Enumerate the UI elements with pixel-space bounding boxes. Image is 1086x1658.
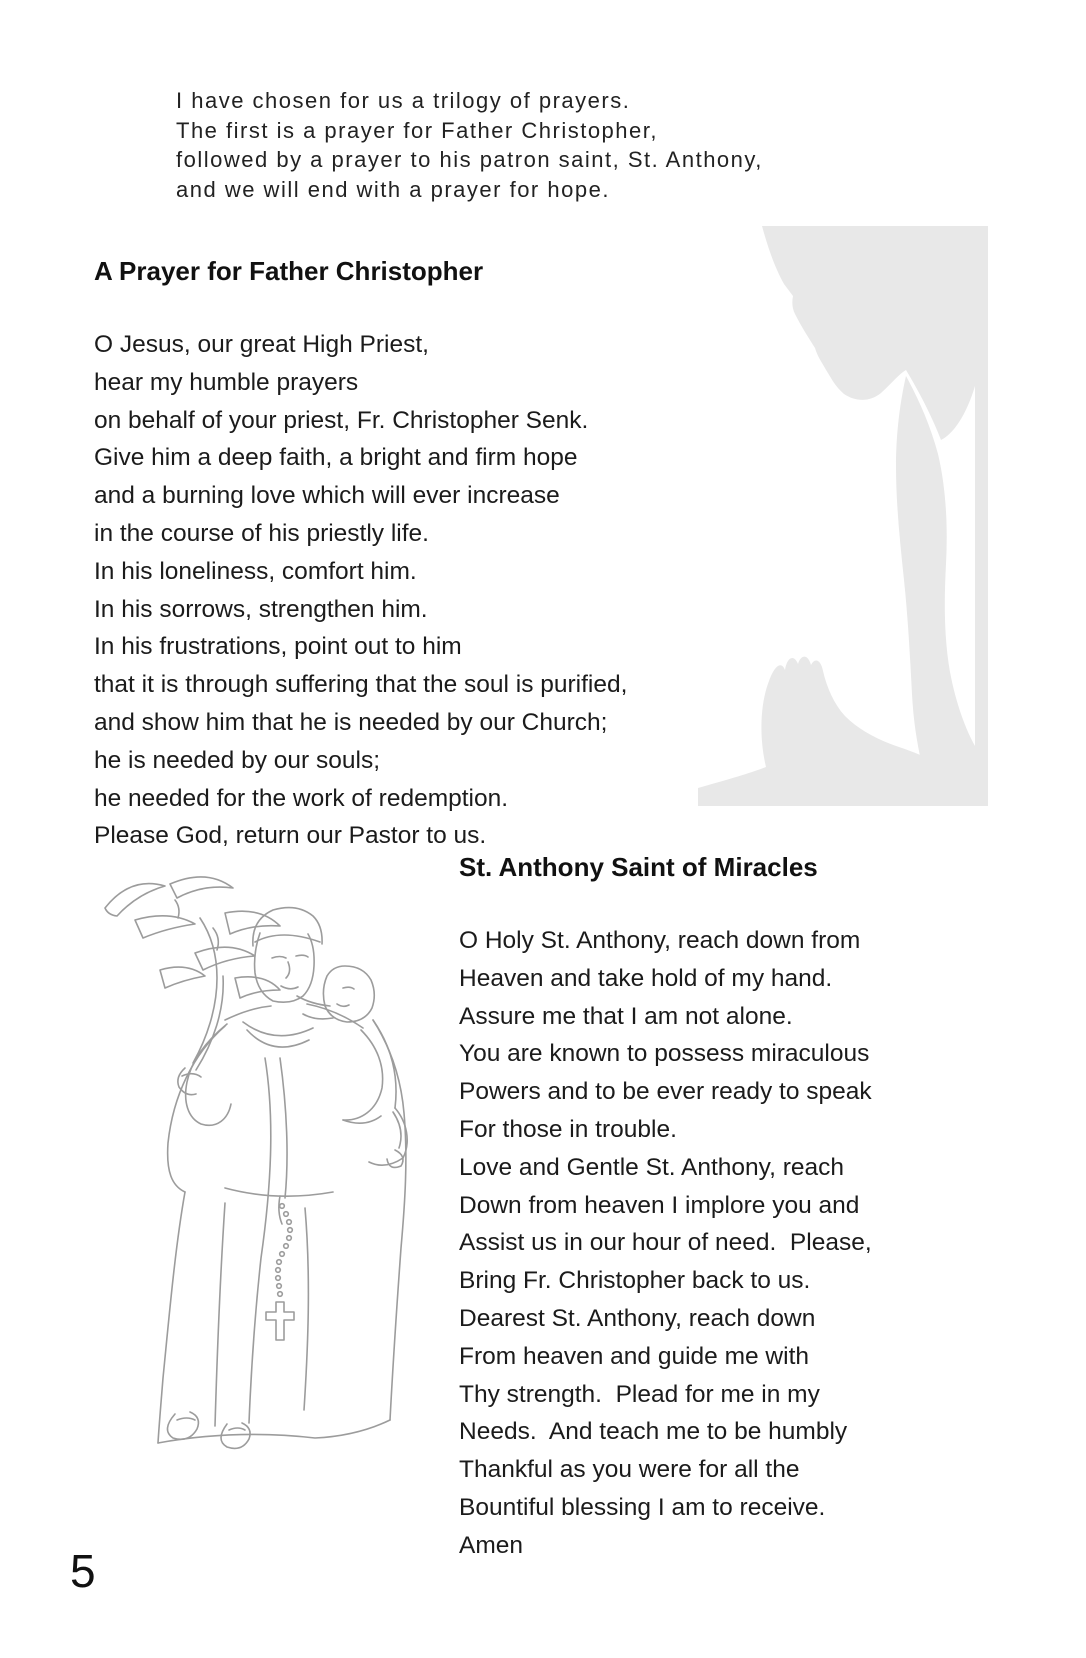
prayer-line: O Jesus, our great High Priest, xyxy=(94,331,429,358)
intro-paragraph xyxy=(176,86,763,204)
prayer-anthony-title: St. Anthony Saint of Miracles xyxy=(459,852,818,882)
prayer-father-lines xyxy=(94,326,627,855)
page-number: 5 xyxy=(70,1545,96,1597)
prayer-line: You are known to possess miraculous xyxy=(459,1040,870,1068)
prayer-st-anthony-section xyxy=(459,812,872,1583)
prayer-line: Give him a deep faith, a bright and firm hope xyxy=(94,444,578,472)
prayer-father-christopher-section xyxy=(94,216,627,873)
prayer-line: In his loneliness, comfort him. xyxy=(94,557,417,585)
prayer-line: Amen xyxy=(459,1531,524,1559)
prayer-line: Bring Fr. Christopher back to us. xyxy=(459,1267,811,1295)
prayer-line: and a burning love which will ever increase xyxy=(94,482,560,510)
intro-line: I have chosen for us a trilogy of prayers. xyxy=(176,88,631,113)
prayer-line: in the course of his priestly life. xyxy=(94,519,429,547)
prayer-line: Bountiful blessing I am to receive. xyxy=(459,1493,826,1521)
prayer-line: Dearest St. Anthony, reach down xyxy=(459,1304,816,1332)
prayer-line: Assure me that I am not alone. xyxy=(459,1002,793,1030)
prayer-line: Powers and to be ever ready to speak xyxy=(459,1078,872,1106)
prayer-line: In his sorrows, strengthen him. xyxy=(94,595,428,623)
prayer-line: Needs. And teach me to be humbly xyxy=(459,1418,848,1446)
st-anthony-line-drawing-svg xyxy=(75,858,445,1453)
prayer-line: From heaven and guide me with xyxy=(459,1342,809,1370)
prayer-line: on behalf of your priest, Fr. Christopher Senk. xyxy=(94,406,589,434)
prayer-line: In his frustrations, point out to him xyxy=(94,633,462,661)
prayer-line: Assist us in our hour of need. Please, xyxy=(459,1229,872,1257)
prayer-line: O Holy St. Anthony, reach down from xyxy=(459,927,861,954)
intro-line: and we will end with a prayer for hope. xyxy=(176,176,610,202)
prayer-line: Please God, return our Pastor to us. xyxy=(94,822,487,850)
prayer-father-title: A Prayer for Father Christopher xyxy=(94,256,484,286)
prayer-line: Thy strength. Plead for me in my xyxy=(459,1380,820,1408)
prayer-line: Love and Gentle St. Anthony, reach xyxy=(459,1153,845,1181)
intro-line: followed by a prayer to his patron saint, St. Anthony, xyxy=(176,147,763,173)
prayer-line: hear my humble prayers xyxy=(94,368,359,396)
prayer-line: Heaven and take hold of my hand. xyxy=(459,964,833,992)
prayer-line: he needed for the work of redemption. xyxy=(94,784,509,812)
intro-line: The first is a prayer for Father Christopher, xyxy=(176,117,658,143)
prayer-line: and show him that he is needed by our Church; xyxy=(94,708,608,736)
prayer-line: that it is through suffering that the soul is purified, xyxy=(94,671,628,699)
intro-lines xyxy=(176,86,763,204)
prayer-line: For those in trouble. xyxy=(459,1115,677,1143)
st-anthony-illustration xyxy=(75,858,445,1453)
prayer-anthony-lines xyxy=(459,922,872,1565)
prayer-line: Thankful as you were for all the xyxy=(459,1456,800,1484)
praying-silhouette-image xyxy=(698,226,988,806)
prayer-line: he is needed by our souls; xyxy=(94,746,381,774)
prayer-line: Down from heaven I implore you and xyxy=(459,1191,860,1219)
praying-silhouette-svg xyxy=(698,226,988,806)
